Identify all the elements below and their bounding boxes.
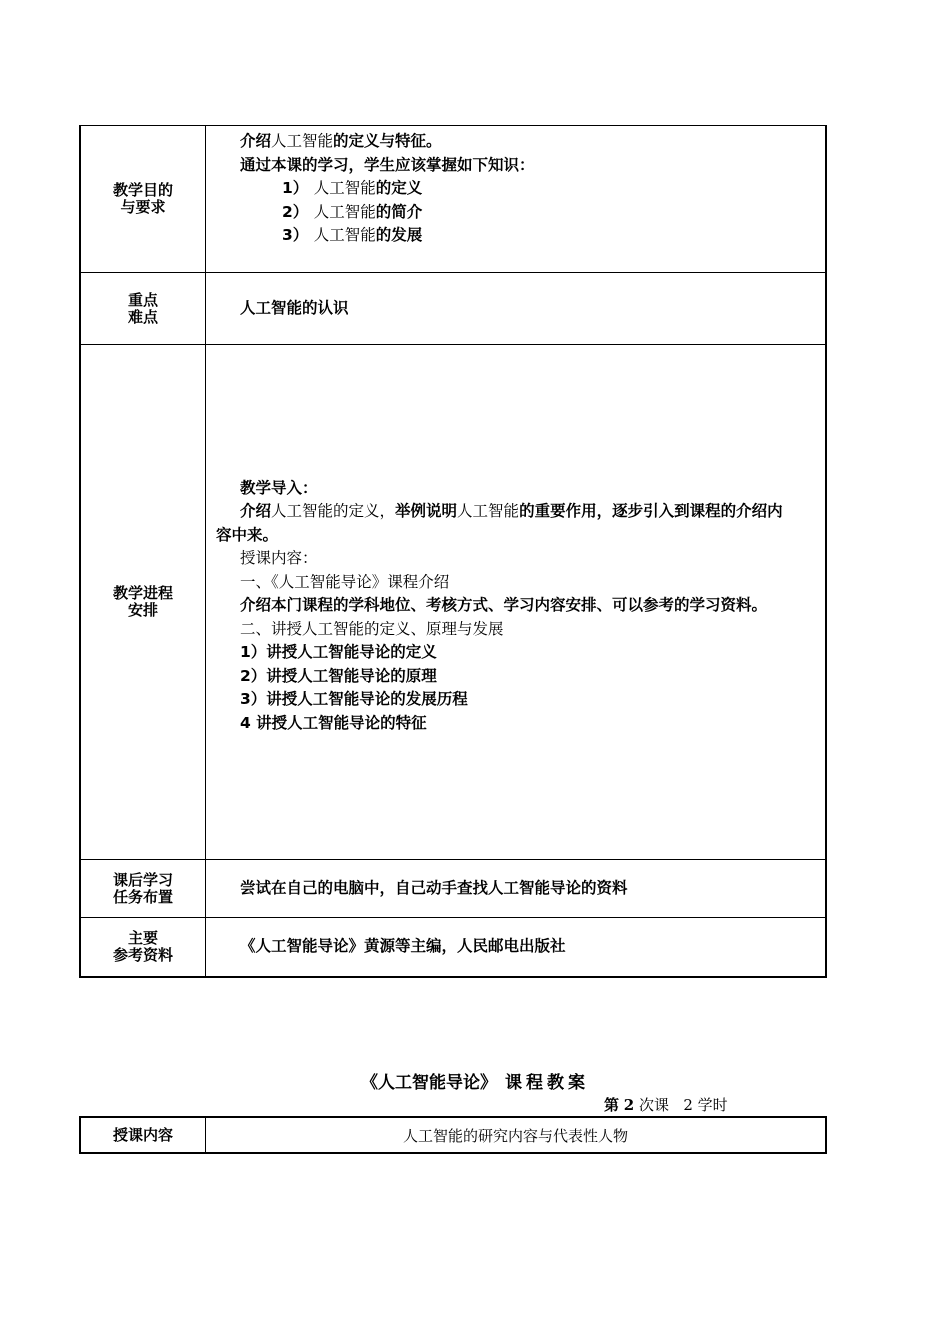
key-label: 重点 难点 <box>80 273 206 345</box>
topic-row <box>80 1117 826 1153</box>
point: 1）讲授人工智能导论的定义 <box>240 643 437 662</box>
plan-title-suffix: 课程教案 <box>505 1073 589 1093</box>
intro-line: 介绍人工智能的定义，举例说明人工智能的重要作用，逐步引入到课程的介绍内 <box>240 502 783 521</box>
point: 2）讲授人工智能导论的原理 <box>240 666 437 685</box>
key-content: 人工智能的认识 <box>206 273 827 345</box>
point: 4 讲授人工智能导论的特征 <box>240 713 427 732</box>
section-1: 一、《人工智能导论》课程介绍 <box>240 572 450 591</box>
topic-value: 人工智能的研究内容与代表性人物 <box>206 1117 827 1153</box>
process-content <box>206 345 827 860</box>
plan-title <box>0 1068 950 1093</box>
goal-item: 2） 人工智能的简介 <box>282 202 423 221</box>
key-row <box>80 273 826 345</box>
session-info: 第 2 次课 2 学时 <box>604 1096 728 1114</box>
section-2: 二、讲授人工智能的定义、原理与发展 <box>240 619 504 638</box>
refs-content: 《人工智能导论》黄源等主编，人民邮电出版社 <box>206 918 827 978</box>
topic-label: 授课内容 <box>80 1117 206 1153</box>
section-1-desc: 介绍本门课程的学科地位、考核方式、学习内容安排、可以参考的学习资料。 <box>240 596 768 615</box>
content-heading: 授课内容： <box>240 549 318 568</box>
goal-line-1: 介绍人工智能的定义与特征。 <box>240 132 442 150</box>
process-row <box>80 345 826 860</box>
course-name: 《人工智能导论》 <box>361 1073 497 1093</box>
intro-line-cont: 容中来。 <box>216 525 279 544</box>
refs-label: 主要 参考资料 <box>80 918 206 978</box>
goal-label: 教学目的 与要求 <box>80 126 206 273</box>
process-label: 教学进程 安排 <box>80 345 206 860</box>
homework-row <box>80 860 826 918</box>
goal-item: 1） 人工智能的定义 <box>282 179 423 197</box>
refs-row <box>80 918 826 978</box>
goal-row <box>80 126 826 273</box>
intro-heading: 教学导入： <box>240 478 318 497</box>
lesson-topic-table <box>79 1116 827 1154</box>
homework-content: 尝试在自己的电脑中，自己动手查找人工智能导论的资料 <box>206 860 827 918</box>
goal-line-2: 通过本课的学习，学生应该掌握如下知识： <box>240 155 535 174</box>
homework-label: 课后学习 任务布置 <box>80 860 206 918</box>
goal-item: 3） 人工智能的发展 <box>282 226 423 244</box>
lesson-plan-table <box>79 125 827 978</box>
goal-content <box>206 126 827 273</box>
point: 3）讲授人工智能导论的发展历程 <box>240 690 468 709</box>
